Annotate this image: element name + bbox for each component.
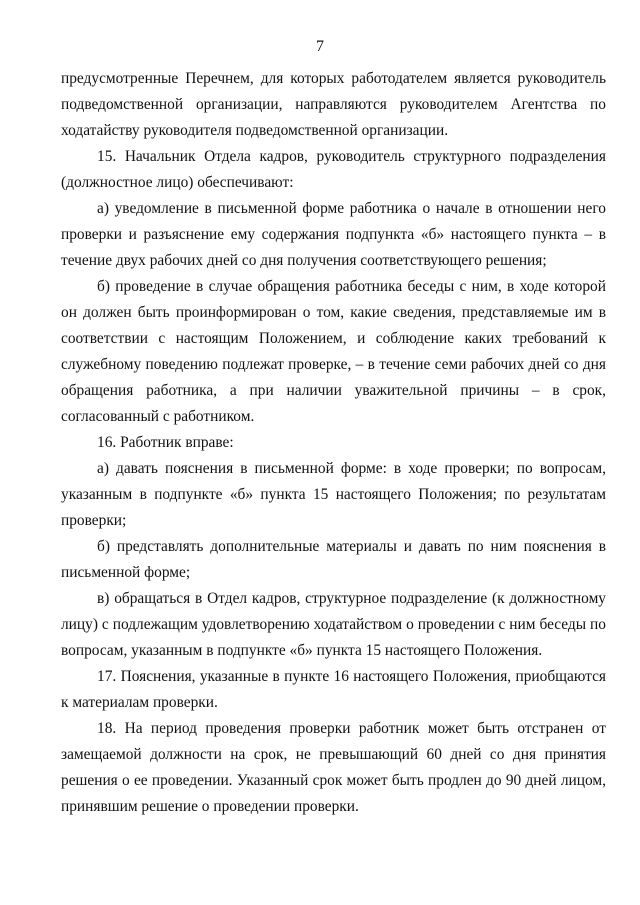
paragraph-15-b: б) проведение в случае обращения работника беседы с ним, в ходе которой он должен быть проинформирован о том, какие сведения, представляемые им в соответствии с настоящим Положением, и соблюдение каких требований к служебному поведению подлежат проверке, – в течение семи рабочих дней со дня обращения работника, а при наличии уважительной причины – в срок, согласованный с работником. xyxy=(61,278,606,425)
page-number: 7 xyxy=(316,38,324,55)
paragraph-16-b: б) представлять дополнительные материалы и давать по ним пояснения в письменной форме; xyxy=(61,538,606,581)
paragraph-15: 15. Начальник Отдела кадров, руководитель структурного подразделения (должностное лицо) обеспечивают: xyxy=(61,148,606,191)
paragraph-16: 16. Работник вправе: xyxy=(97,434,234,451)
paragraph-16-a: а) давать пояснения в письменной форме: в ходе проверки; по вопросам, указанным в подпункте «б» пункта 15 настоящего Положения; по результатам проверки; xyxy=(61,460,606,529)
paragraph-18: 18. На период проведения проверки работник может быть отстранен от замещаемой должности на срок, не превышающий 60 дней со дня принятия решения о ее проведении. Указанный срок может быть продлен до 90 дней лицом, принявшим решение о проведении проверки. xyxy=(61,720,606,815)
paragraph-continuation: предусмотренные Перечнем, для которых работодателем является руководитель подведомственной организации, направляются руководителем Агентства по ходатайству руководителя подведомственной организации. xyxy=(61,70,606,139)
paragraph-15-a: а) уведомление в письменной форме работника о начале в отношении него проверки и разъяснение ему содержания подпункта «б» настоящего пункта – в течение двух рабочих дней со дня получения соответствующего решения; xyxy=(61,200,606,269)
paragraph-16-v: в) обращаться в Отдел кадров, структурное подразделение (к должностному лицу) с подлежащим удовлетворению ходатайством о проведении с ним беседы по вопросам, указанным в подпункте «б» пункта 15 настоящего Положения. xyxy=(61,590,606,659)
document-body xyxy=(61,66,606,820)
paragraph-17: 17. Пояснения, указанные в пункте 16 настоящего Положения, приобщаются к материалам проверки. xyxy=(61,668,606,711)
